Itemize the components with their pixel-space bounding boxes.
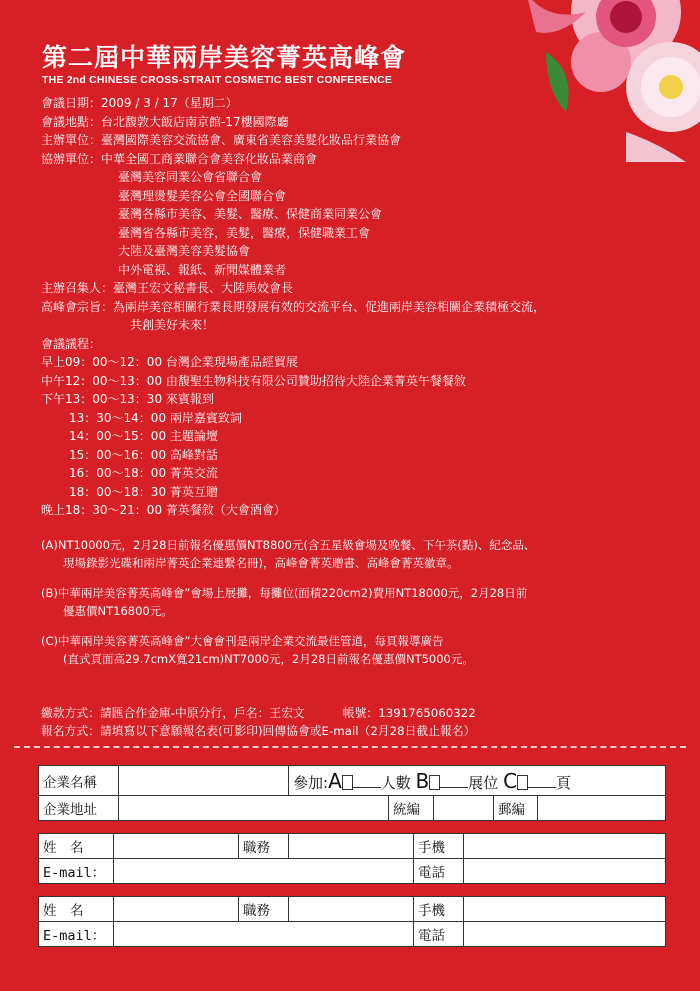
agenda-time: 早上09：00～12：00 [41, 355, 163, 369]
mobile-label: 手機 [414, 834, 464, 859]
agenda-event: 主題論壇 [169, 429, 218, 443]
phone-label: 電話 [414, 859, 464, 884]
fee-a-line2: 現場錄影光碟和兩岸菁英企業連繫名冊)，高峰會菁英贈書、高峰會菁英徽章。 [63, 556, 459, 570]
co-organizer-item: 臺灣省各縣市美容，美髮，醫療，保健職業工會 [118, 225, 371, 240]
name-input[interactable] [114, 897, 239, 922]
agenda-time: 15：00～16：00 [69, 447, 167, 462]
attendee-table-2 [38, 896, 666, 947]
agenda-item [41, 427, 700, 446]
mobile-input[interactable] [464, 897, 666, 922]
host-value: 臺灣國際美容交流協會、廣東省美容美髮化妝品行業協會 [101, 133, 402, 147]
email-input[interactable] [114, 922, 414, 947]
title-label: 職務 [239, 897, 289, 922]
co-organizer-item: 中外電視、報紙、新聞媒體業者 [118, 262, 287, 277]
fee-option-c [41, 632, 691, 668]
page-input[interactable] [528, 787, 556, 788]
purpose-label: 高峰會宗旨： [41, 299, 114, 314]
page-label: 頁 [556, 773, 572, 792]
company-name-input[interactable] [119, 766, 289, 796]
agenda-time: 18：00～18：30 [69, 484, 167, 499]
agenda-label: 會議議程： [41, 336, 102, 351]
email-label: E-mail： [39, 859, 114, 884]
company-address-input[interactable] [119, 796, 389, 821]
phone-input[interactable] [464, 859, 666, 884]
option-b-checkbox[interactable] [429, 775, 440, 790]
fee-section [41, 536, 691, 680]
postal-label: 郵編 [494, 796, 538, 821]
mobile-label: 手機 [414, 897, 464, 922]
page-subtitle: THE 2nd CHINESE CROSS-STRAIT COSMETIC BEST CONFERENCE [42, 74, 393, 86]
persons-input[interactable] [353, 787, 381, 788]
date-value: 2009 / 3 / 17（星期二） [101, 96, 238, 110]
name-label: 姓 名 [39, 834, 114, 859]
agenda-event: 台灣企業現場產品經貿展 [165, 355, 298, 369]
title-label: 職務 [239, 834, 289, 859]
agenda-item [41, 372, 700, 391]
tax-id-label: 統編 [389, 796, 434, 821]
name-input[interactable] [114, 834, 239, 859]
cut-line-divider [14, 746, 686, 748]
agenda-item [41, 353, 700, 372]
co-organizer-item: 臺灣美容同業公會省聯合會 [118, 170, 263, 184]
phone-input[interactable] [464, 922, 666, 947]
agenda-item [41, 409, 700, 428]
conference-info [41, 94, 700, 520]
fee-c-line2: (直式頁面高29.7cmX寬21cm)NT7000元，2月28日前報名優惠價NT5000元。 [63, 652, 474, 666]
agenda-time: 中午12：00～13：00 [41, 373, 163, 388]
title-input[interactable] [289, 834, 414, 859]
fee-b-line2: 優惠價NT16800元。 [63, 604, 173, 618]
agenda-item [41, 464, 700, 483]
registration-form [38, 765, 665, 947]
option-b-label: B [415, 768, 430, 793]
co-organizer-item: 臺灣理燙髮美容公會全國聯合會 [118, 188, 287, 203]
co-organizer-item: 臺灣各縣市美容、美髮、醫療、保健商業同業公會 [118, 207, 383, 221]
booth-input[interactable] [440, 787, 468, 788]
tax-id-input[interactable] [434, 796, 494, 821]
persons-label: 人數 [380, 773, 411, 792]
phone-label: 電話 [414, 922, 464, 947]
agenda-event: 高峰對話 [169, 447, 218, 462]
convener-value: 臺灣王宏文秘書長、大陸馬姣會長 [113, 281, 294, 295]
purpose-value-cont: 共創美好未來！ [130, 318, 215, 332]
option-a-checkbox[interactable] [342, 775, 353, 790]
convener-label: 主辦召集人： [41, 281, 114, 295]
bank-account: 帳號：1391765060322 [342, 706, 476, 720]
agenda-item [41, 501, 700, 520]
agenda-time: 13：30～14：00 [69, 410, 167, 425]
fee-b-line1: (B)中華兩岸美容菁英高峰會”會場上展攤，每攤位(面積220cm2)費用NT18000元，2月28日前 [41, 586, 528, 600]
co-organizer-label: 協辦單位： [41, 151, 102, 166]
payment-section [41, 704, 476, 740]
fee-c-line1: (C)中華兩岸美容菁英高峰會”大會會刊是兩岸企業交流最佳管道，每頁報導廣告 [41, 634, 444, 648]
participation-options [289, 766, 666, 796]
agenda-time: 16：00～18：00 [69, 466, 167, 480]
fee-option-b [41, 584, 691, 620]
option-c-checkbox[interactable] [517, 775, 528, 790]
purpose-value: 為兩岸美容相關行業長期發展有效的交流平台、促進兩岸美容相關企業積極交流， [113, 299, 546, 314]
company-name-label: 企業名稱 [39, 766, 119, 796]
date-label: 會議日期： [41, 96, 102, 110]
booth-label: 展位 [468, 773, 499, 792]
co-organizer-value: 中華全國工商業聯合會美容化妝品業商會 [101, 151, 318, 166]
page-title: 第二屆中華兩岸美容菁英高峰會 [42, 43, 407, 72]
agenda-event: 來賓報到 [165, 392, 214, 406]
host-label: 主辦單位： [41, 133, 102, 147]
agenda-item [41, 483, 700, 502]
option-c-label: C [503, 768, 518, 793]
agenda-time: 下午13：00～13：30 [41, 392, 163, 406]
registration-method: 報名方式：請填寫以下意願報名表(可影印)回傳協會或E-mail（2月28日截止報名） [41, 724, 476, 738]
agenda-event: 菁英交流 [169, 466, 218, 480]
participate-label: 參加: [293, 773, 329, 792]
mobile-input[interactable] [464, 834, 666, 859]
postal-input[interactable] [538, 796, 666, 821]
company-table [38, 765, 666, 821]
option-a-label: A [328, 768, 342, 793]
fee-a-line1: (A)NT10000元，2月28日前報名優惠價NT8800元(含五星級會場及晚餐、下午茶(點)、紀念品、 [41, 538, 536, 552]
agenda-event: 兩岸嘉賓致詞 [169, 410, 242, 425]
agenda-item [41, 446, 700, 465]
venue-value: 台北馥敦大飯店南京館-17樓國際廳 [101, 114, 289, 129]
attendee-table-1 [38, 833, 666, 884]
agenda-event: 菁英餐敘（大會酒會） [165, 503, 286, 517]
company-address-label: 企業地址 [39, 796, 119, 821]
email-input[interactable] [114, 859, 414, 884]
agenda-time: 14：00～15：00 [69, 429, 167, 443]
agenda-event: 菁英互贈 [169, 484, 218, 499]
payment-method: 繳款方式：請匯合作金庫-中原分行，戶名：王宏文 [41, 706, 305, 720]
name-label: 姓 名 [39, 897, 114, 922]
email-label: E-mail： [39, 922, 114, 947]
title-input[interactable] [289, 897, 414, 922]
co-organizer-item: 大陸及臺灣美容美髮協會 [118, 244, 251, 258]
fee-option-a [41, 536, 691, 572]
agenda-event: 由馥聖生物科技有限公司贊助招待大陸企業菁英午餐餐敘 [165, 373, 466, 388]
agenda-item [41, 390, 700, 409]
agenda-time: 晚上18：30～21：00 [41, 503, 163, 517]
venue-label: 會議地點： [41, 114, 102, 129]
